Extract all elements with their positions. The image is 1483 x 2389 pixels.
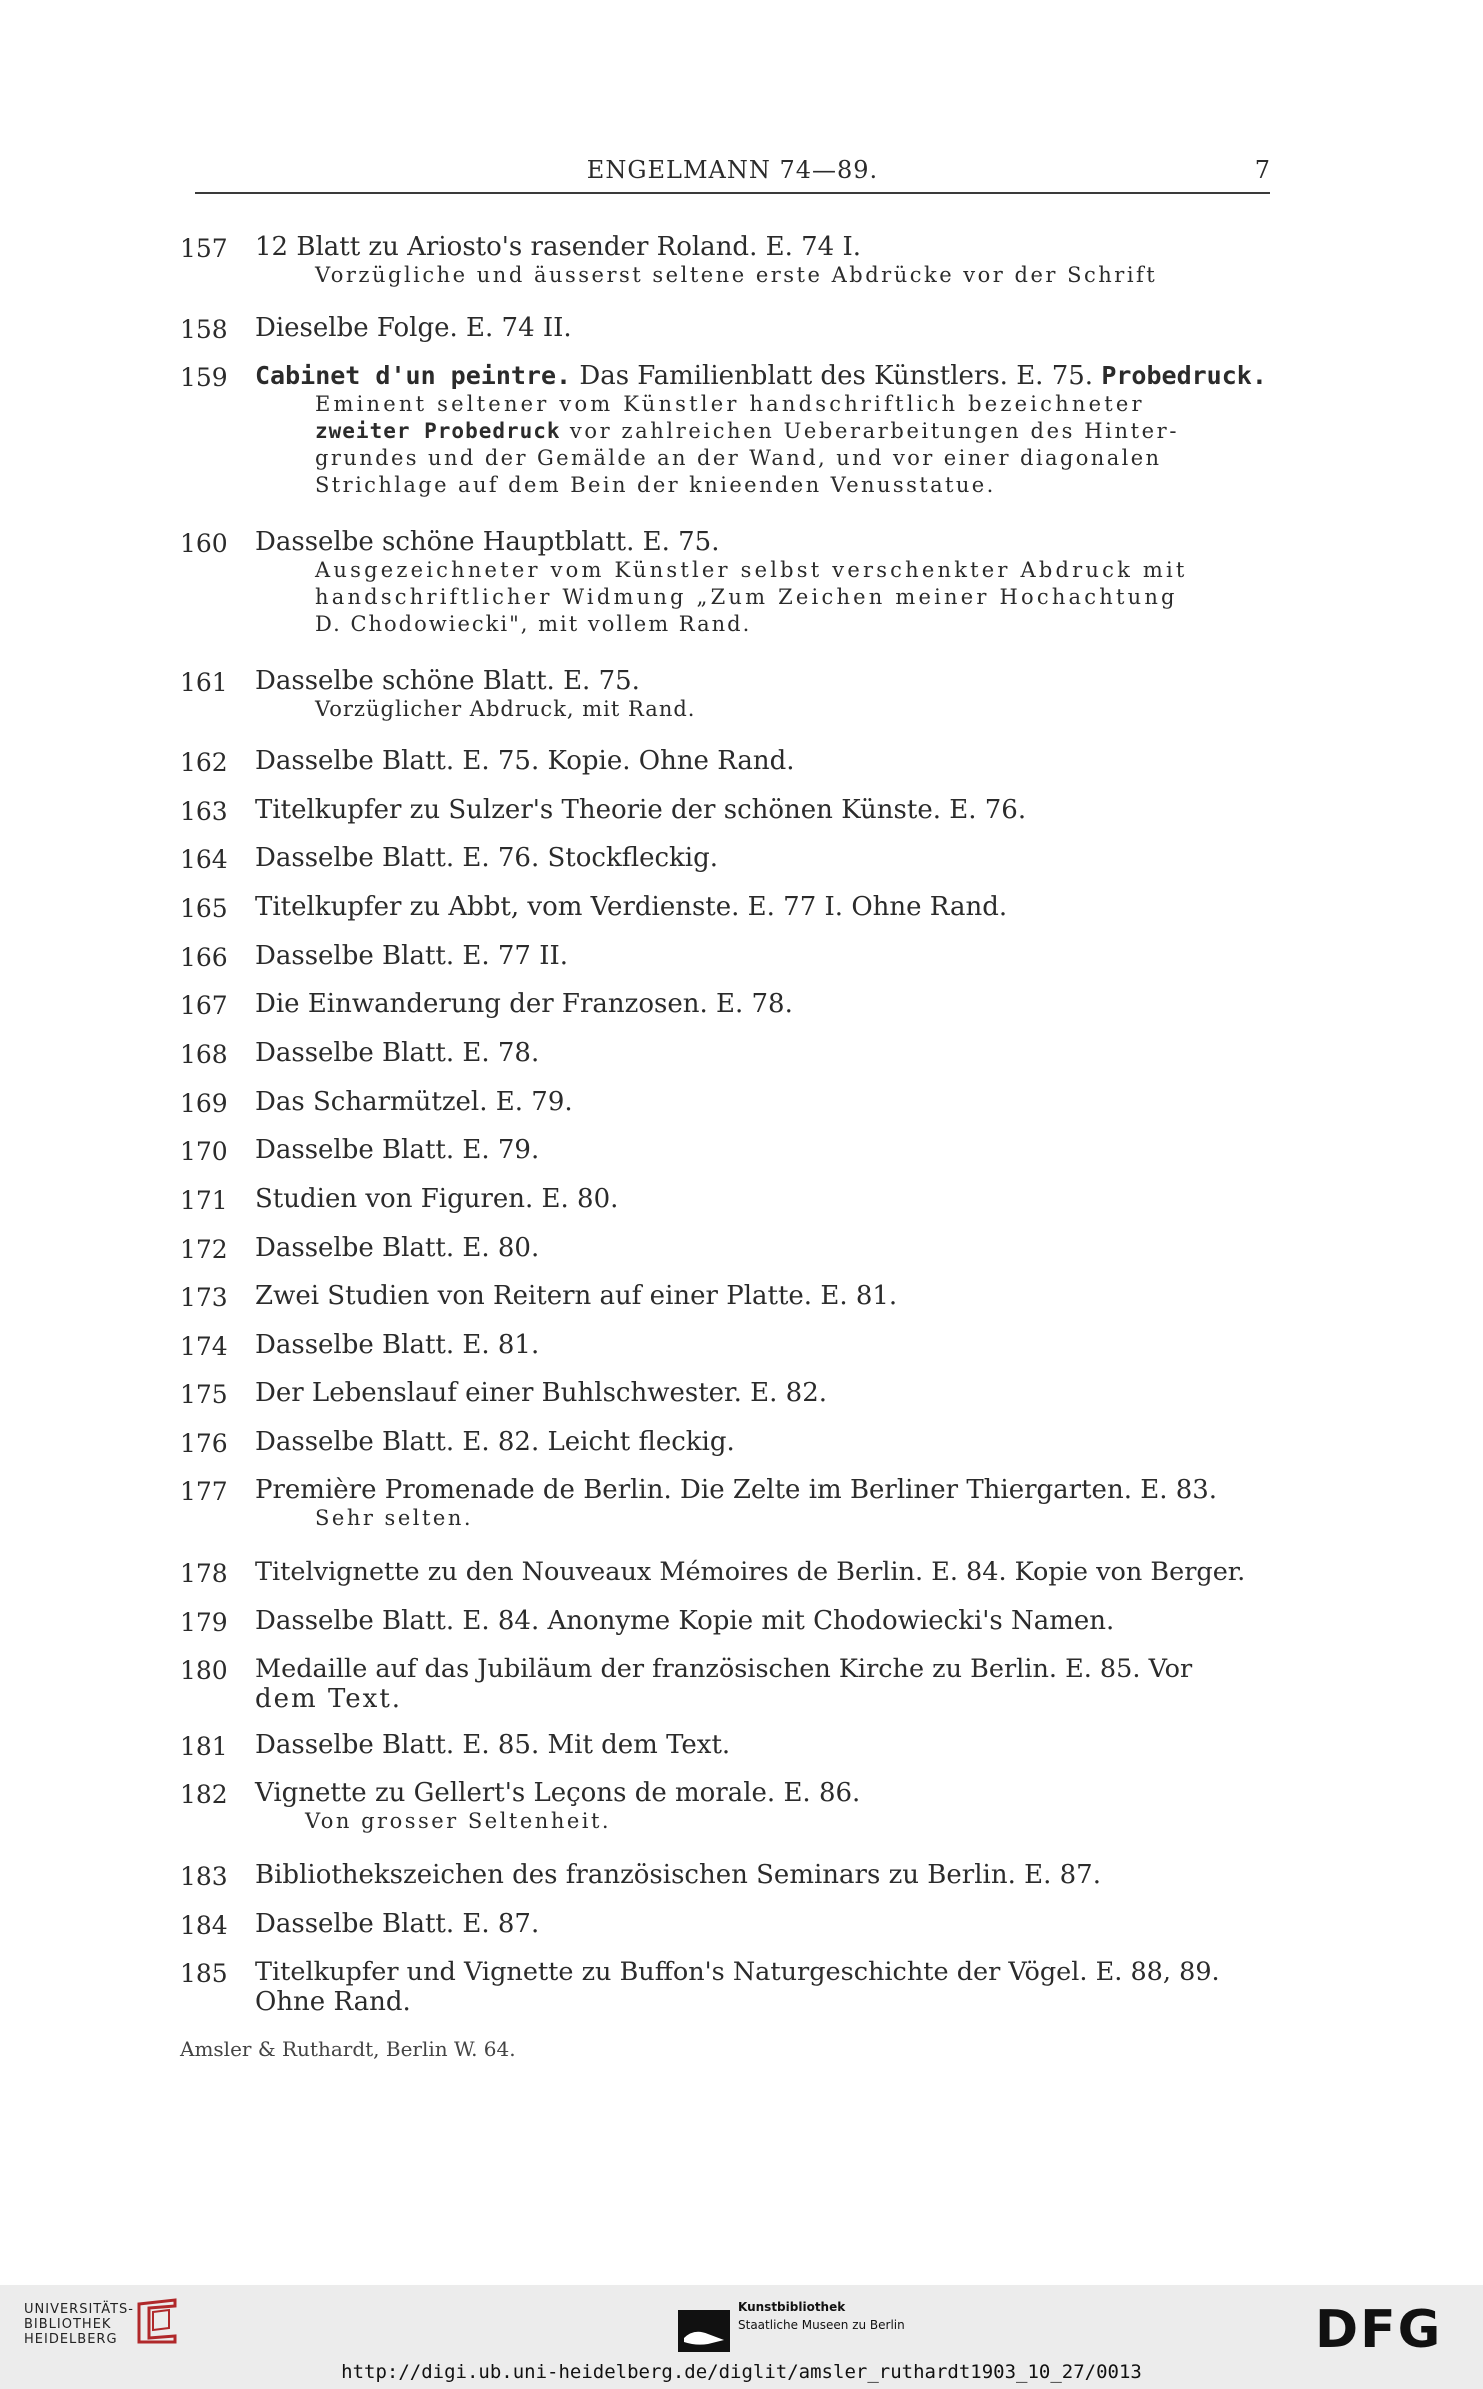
entry-title: Dasselbe Blatt. E. 79. — [255, 1135, 540, 1165]
entry-title: 12 Blatt zu Ariosto's rasender Roland. E. 74 I. — [255, 232, 861, 262]
entry-168 — [180, 1038, 1280, 1068]
entry-number: 179 — [180, 1608, 228, 1637]
entry-180 — [180, 1654, 1280, 1714]
entry-title: Dasselbe Blatt. E. 87. — [255, 1909, 540, 1939]
entry-number: 160 — [180, 529, 228, 558]
entry-title: Medaille auf das Jubiläum der französischen Kirche zu Berlin. E. 85. Vor — [255, 1654, 1193, 1684]
uni-logo-line: BIBLIOTHEK — [24, 2317, 112, 2332]
entry-number: 165 — [180, 894, 228, 923]
university-emblem-icon — [135, 2298, 179, 2344]
entry-number: 159 — [180, 363, 228, 392]
page-number: 7 — [1254, 156, 1270, 184]
entry-title: Dasselbe Blatt. E. 76. Stockfleckig. — [255, 843, 718, 873]
entry-number: 178 — [180, 1559, 228, 1588]
printer-imprint: Amsler & Ruthardt, Berlin W. 64. — [180, 2037, 516, 2061]
entry-title: Titelkupfer und Vignette zu Buffon's Naturgeschichte der Vögel. E. 88, 89. — [255, 1957, 1220, 1987]
entry-number: 166 — [180, 943, 228, 972]
entry-number: 175 — [180, 1380, 228, 1409]
entry-171 — [180, 1184, 1280, 1214]
entry-177 — [180, 1475, 1280, 1532]
entry-number: 176 — [180, 1429, 228, 1458]
entry-number: 185 — [180, 1959, 228, 1988]
entry-number: 157 — [180, 234, 228, 263]
entry-title: Vignette zu Gellert's Leçons de morale. E. 86. — [255, 1778, 861, 1808]
entry-number: 172 — [180, 1235, 228, 1264]
entry-number: 181 — [180, 1732, 228, 1761]
page-header — [195, 152, 1270, 194]
entry-title: Dasselbe Blatt. E. 84. Anonyme Kopie mit Chodowiecki's Namen. — [255, 1606, 1115, 1636]
uni-logo-line: UNIVERSITÄTS- — [24, 2302, 134, 2317]
entry-185 — [180, 1957, 1280, 2017]
kunstbibliothek-emblem-icon — [678, 2310, 730, 2352]
entry-title-bold: Cabinet d'un peintre. — [255, 361, 572, 390]
entry-note-line: Eminent seltener vom Künstler handschriftlich bezeichneter — [315, 392, 1145, 416]
entry-172 — [180, 1233, 1280, 1263]
entry-title: Dasselbe Blatt. E. 85. Mit dem Text. — [255, 1730, 731, 1760]
entry-number: 180 — [180, 1656, 228, 1685]
entry-title-line — [255, 361, 1280, 391]
entry-title: Der Lebenslauf einer Buhlschwester. E. 82. — [255, 1378, 828, 1408]
entry-number: 168 — [180, 1040, 228, 1069]
entry-number: 183 — [180, 1862, 228, 1891]
entry-166 — [180, 941, 1280, 971]
entry-167 — [180, 989, 1280, 1019]
entry-158 — [180, 313, 1280, 343]
entry-title: Das Familienblatt des Künstlers. E. 75. — [571, 361, 1102, 391]
entry-176 — [180, 1427, 1280, 1457]
entry-title-continued: dem Text. — [255, 1684, 403, 1714]
kunstbibliothek-logo[interactable] — [738, 2298, 905, 2334]
entry-178 — [180, 1557, 1280, 1587]
entry-title: Zwei Studien von Reitern auf einer Platte. E. 81. — [255, 1281, 898, 1311]
entry-number: 174 — [180, 1332, 228, 1361]
entry-title: Die Einwanderung der Franzosen. E. 78. — [255, 989, 793, 1019]
entry-note-text: vor zahlreichen Ueberarbeitungen des Hinter- — [569, 419, 1180, 443]
entry-note-line: Ausgezeichneter vom Künstler selbst verschenkter Abdruck mit — [315, 558, 1188, 582]
kb-logo-subtitle: Staatliche Museen zu Berlin — [738, 2318, 905, 2332]
entry-title: Titelkupfer zu Sulzer's Theorie der schönen Künste. E. 76. — [255, 795, 1027, 825]
dfg-logo[interactable]: DFG — [1315, 2300, 1443, 2360]
entry-number: 164 — [180, 845, 228, 874]
entry-175 — [180, 1378, 1280, 1408]
entry-170 — [180, 1135, 1280, 1165]
entry-number: 163 — [180, 797, 228, 826]
entry-title: Dasselbe Blatt. E. 81. — [255, 1330, 540, 1360]
university-library-logo[interactable] — [24, 2302, 134, 2347]
entry-title: Dasselbe Blatt. E. 82. Leicht fleckig. — [255, 1427, 735, 1457]
entry-note: Vorzüglicher Abdruck, mit Rand. — [315, 697, 696, 721]
entry-title: Studien von Figuren. E. 80. — [255, 1184, 619, 1214]
entry-165 — [180, 892, 1280, 922]
entry-title: Titelkupfer zu Abbt, vom Verdienste. E. 77 I. Ohne Rand. — [255, 892, 1008, 922]
entry-number: 161 — [180, 668, 228, 697]
entry-note: Sehr selten. — [315, 1506, 474, 1530]
entry-note-bold: zweiter Probedruck — [315, 419, 561, 443]
entry-title: Dasselbe schöne Blatt. E. 75. — [255, 666, 640, 696]
entry-163 — [180, 795, 1280, 825]
entry-number: 173 — [180, 1283, 228, 1312]
entry-184 — [180, 1909, 1280, 1939]
entry-174 — [180, 1330, 1280, 1360]
entry-160 — [180, 527, 1280, 638]
entry-157 — [180, 232, 1280, 289]
entry-number: 162 — [180, 748, 228, 777]
entry-title: Titelvignette zu den Nouveaux Mémoires de Berlin. E. 84. Kopie von Berger. — [255, 1557, 1246, 1587]
kb-logo-title: Kunstbibliothek — [738, 2300, 846, 2314]
permalink-url[interactable]: http://digi.ub.uni-heidelberg.de/diglit/amsler_ruthardt1903_10_27/0013 — [0, 2361, 1483, 2389]
entry-162 — [180, 746, 1280, 776]
entry-title-continued: Ohne Rand. — [255, 1987, 411, 2017]
entry-title: Première Promenade de Berlin. Die Zelte im Berliner Thiergarten. E. 83. — [255, 1475, 1218, 1505]
entry-title: Dasselbe Blatt. E. 80. — [255, 1233, 540, 1263]
entry-title: Dasselbe Blatt. E. 77 II. — [255, 941, 569, 971]
entry-number: 170 — [180, 1137, 228, 1166]
entry-number: 177 — [180, 1477, 228, 1506]
entry-181 — [180, 1730, 1280, 1760]
entry-161 — [180, 666, 1280, 723]
entry-164 — [180, 843, 1280, 873]
entry-note: Vorzügliche und äusserst seltene erste Abdrücke vor der Schrift — [315, 263, 1158, 287]
entry-title: Dasselbe schöne Hauptblatt. E. 75. — [255, 527, 720, 557]
entry-number: 167 — [180, 991, 228, 1020]
uni-logo-line: HEIDELBERG — [24, 2332, 118, 2347]
entry-159 — [180, 361, 1280, 499]
entry-title: Bibliothekszeichen des französischen Seminars zu Berlin. E. 87. — [255, 1860, 1101, 1890]
entry-title-bold-end: Probedruck. — [1101, 361, 1267, 390]
entry-title: Dasselbe Blatt. E. 75. Kopie. Ohne Rand. — [255, 746, 795, 776]
entry-note-line: Strichlage auf dem Bein der knieenden Venusstatue. — [315, 473, 996, 497]
entry-169 — [180, 1087, 1280, 1117]
entry-number: 171 — [180, 1186, 228, 1215]
entry-note-line: grundes und der Gemälde an der Wand, und vor einer diagonalen — [315, 446, 1162, 470]
entry-title: Dieselbe Folge. E. 74 II. — [255, 313, 572, 343]
entry-number: 182 — [180, 1780, 228, 1809]
entry-number: 169 — [180, 1089, 228, 1118]
entry-182 — [180, 1778, 1280, 1835]
entry-note-line — [315, 418, 1280, 445]
entry-number: 184 — [180, 1911, 228, 1940]
entry-title: Das Scharmützel. E. 79. — [255, 1087, 573, 1117]
entry-173 — [180, 1281, 1280, 1311]
entry-note-line: D. Chodowiecki", mit vollem Rand. — [315, 612, 752, 636]
running-title: ENGELMANN 74—89. — [586, 156, 879, 184]
entry-183 — [180, 1860, 1280, 1890]
entry-note: Von grosser Seltenheit. — [305, 1809, 612, 1833]
entry-note-line: handschriftlicher Widmung „Zum Zeichen meiner Hochachtung — [315, 585, 1178, 609]
entry-179 — [180, 1606, 1280, 1636]
entry-number: 158 — [180, 315, 228, 344]
entry-title: Dasselbe Blatt. E. 78. — [255, 1038, 540, 1068]
